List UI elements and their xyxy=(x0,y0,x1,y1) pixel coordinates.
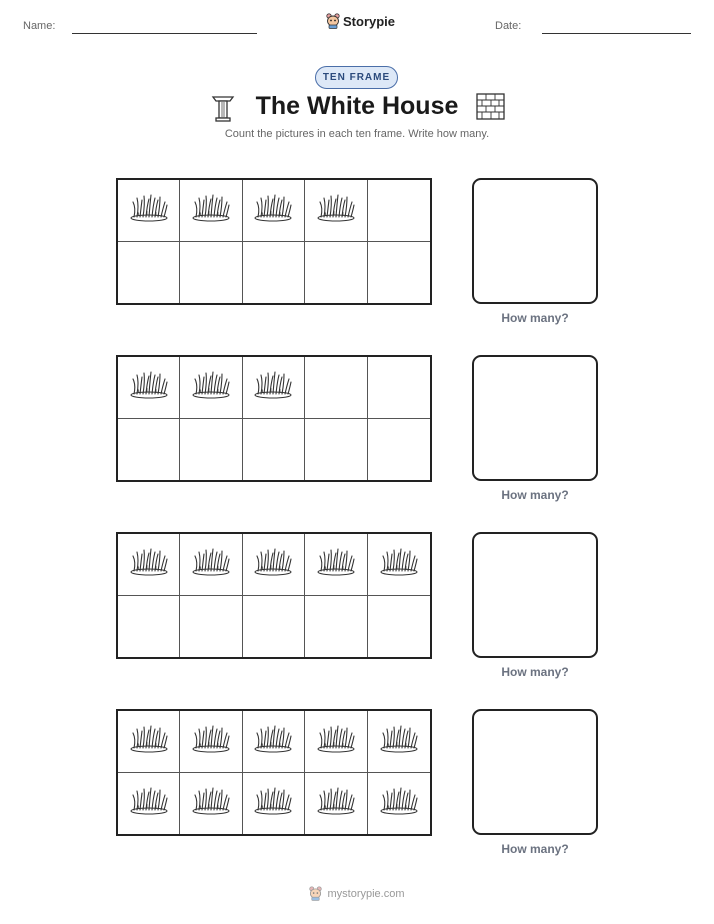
mascot-icon xyxy=(309,886,322,901)
ten-frame-cell xyxy=(305,711,367,773)
ten-frame xyxy=(116,532,432,659)
grass-tuft-icon xyxy=(316,725,356,758)
grass-tuft-icon xyxy=(379,548,419,581)
grass-tuft-icon xyxy=(253,548,293,581)
grass-tuft-icon xyxy=(191,548,231,581)
ten-frame-cell xyxy=(305,180,367,242)
answer-box[interactable] xyxy=(472,532,598,658)
ten-frame-cell xyxy=(180,419,242,481)
footer xyxy=(0,886,714,901)
answer-box[interactable] xyxy=(472,178,598,304)
ten-frame-cell xyxy=(305,357,367,419)
name-line[interactable] xyxy=(72,33,257,34)
page-title: The White House xyxy=(255,92,459,120)
ten-frame-cell xyxy=(118,711,180,773)
date-line[interactable] xyxy=(542,33,691,34)
grass-tuft-icon xyxy=(316,787,356,820)
ten-frame-cell xyxy=(368,711,430,773)
ten-frame-cell xyxy=(180,773,242,835)
ten-frame-cell xyxy=(180,180,242,242)
grass-tuft-icon xyxy=(129,787,169,820)
grass-tuft-icon xyxy=(129,194,169,227)
ten-frame-cell xyxy=(118,357,180,419)
footer-url: mystorypie.com xyxy=(327,887,405,900)
ten-frame-cell xyxy=(180,711,242,773)
grass-tuft-icon xyxy=(316,194,356,227)
ten-frame xyxy=(116,709,432,836)
ten-frame-cell xyxy=(180,596,242,658)
ten-frame-cell xyxy=(368,180,430,242)
answer-box[interactable] xyxy=(472,355,598,481)
brick-wall-icon xyxy=(476,93,505,121)
ten-frame-cell xyxy=(368,419,430,481)
answer-box[interactable] xyxy=(472,709,598,835)
ten-frame-cell xyxy=(243,357,305,419)
ten-frame-cell xyxy=(243,711,305,773)
ten-frame xyxy=(116,355,432,482)
ten-frame xyxy=(116,178,432,305)
instructions: Count the pictures in each ten frame. Write how many. xyxy=(224,128,490,140)
ten-frame-cell xyxy=(118,419,180,481)
how-many-label: How many? xyxy=(501,842,569,856)
grass-tuft-icon xyxy=(253,787,293,820)
ten-frame-cell xyxy=(368,242,430,304)
grass-tuft-icon xyxy=(253,725,293,758)
ten-frame-cell xyxy=(118,596,180,658)
how-many-label: How many? xyxy=(501,311,569,325)
ten-frame-cell xyxy=(305,773,367,835)
ten-frame-cell xyxy=(368,357,430,419)
ten-frame-cell xyxy=(118,180,180,242)
ten-frame-cell xyxy=(243,534,305,596)
ten-frame-cell xyxy=(243,773,305,835)
ten-frame-cell xyxy=(305,419,367,481)
ten-frame-cell xyxy=(243,180,305,242)
grass-tuft-icon xyxy=(379,725,419,758)
ten-frame-cell xyxy=(243,242,305,304)
grass-tuft-icon xyxy=(191,194,231,227)
ten-frame-cell xyxy=(180,534,242,596)
name-label: Name: xyxy=(23,20,56,32)
ten-frame-cell xyxy=(118,773,180,835)
ten-frame-cell xyxy=(180,357,242,419)
ten-frame-badge: TEN FRAME xyxy=(315,66,398,89)
ten-frame-cell xyxy=(118,242,180,304)
date-label: Date: xyxy=(495,20,522,32)
ten-frame-cell xyxy=(368,773,430,835)
ten-frame-cell xyxy=(368,534,430,596)
ten-frame-cell xyxy=(243,596,305,658)
ten-frame-cell xyxy=(305,596,367,658)
ten-frame-cell xyxy=(305,242,367,304)
grass-tuft-icon xyxy=(253,371,293,404)
grass-tuft-icon xyxy=(191,725,231,758)
mascot-icon xyxy=(326,13,340,29)
grass-tuft-icon xyxy=(191,371,231,404)
grass-tuft-icon xyxy=(129,371,169,404)
grass-tuft-icon xyxy=(129,725,169,758)
ten-frame-cell xyxy=(118,534,180,596)
grass-tuft-icon xyxy=(191,787,231,820)
brand-name: Storypie xyxy=(343,13,396,29)
how-many-label: How many? xyxy=(501,665,569,679)
how-many-label: How many? xyxy=(501,488,569,502)
grass-tuft-icon xyxy=(316,548,356,581)
grass-tuft-icon xyxy=(379,787,419,820)
grass-tuft-icon xyxy=(129,548,169,581)
ten-frame-cell xyxy=(243,419,305,481)
grass-tuft-icon xyxy=(253,194,293,227)
ten-frame-cell xyxy=(305,534,367,596)
ten-frame-cell xyxy=(180,242,242,304)
storypie-logo xyxy=(326,13,395,29)
ten-frame-cell xyxy=(368,596,430,658)
